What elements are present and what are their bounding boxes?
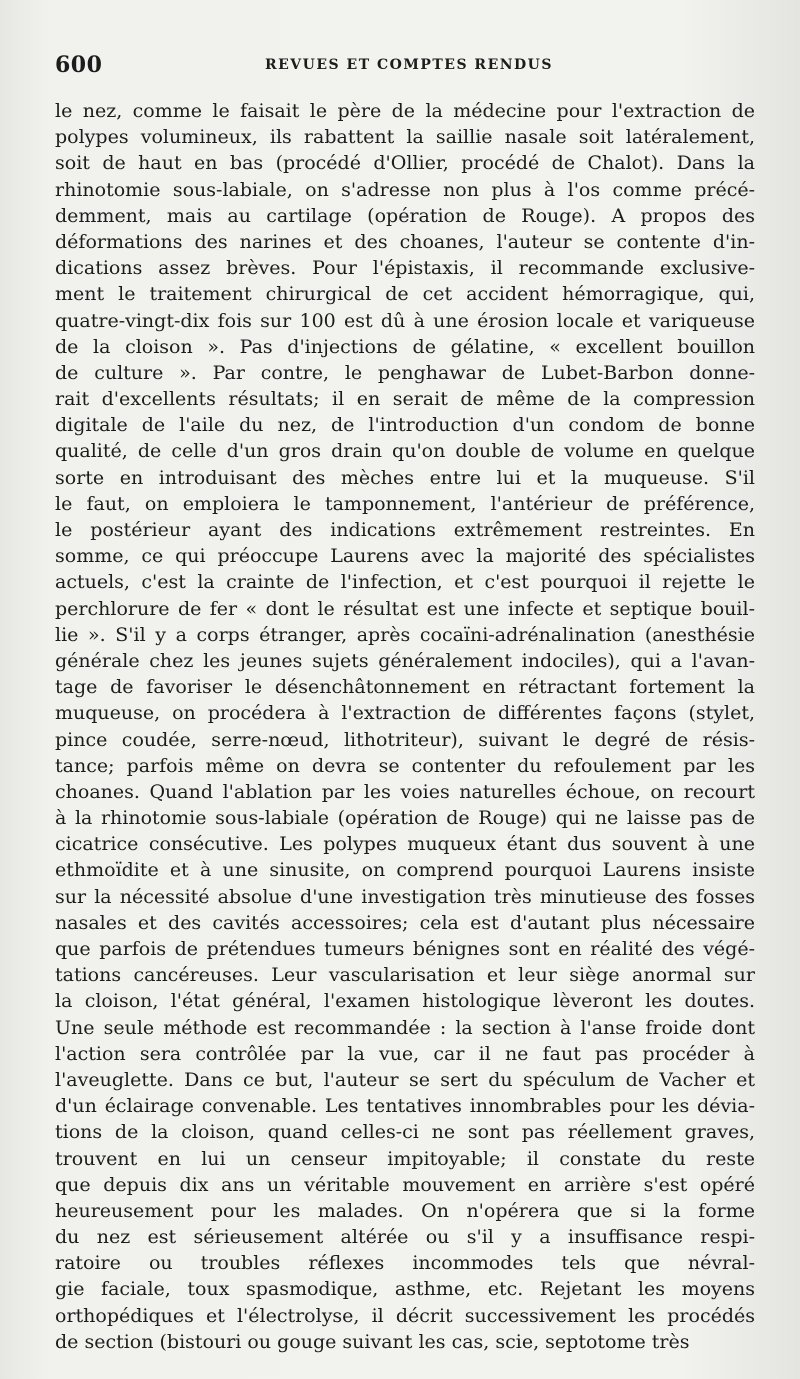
text-line: le postérieur ayant des indications extrêmement restreintes. En — [55, 519, 755, 541]
text-line: tance; parfois même on devra se contenter du refoulement par les — [55, 754, 755, 777]
text-line: tations cancéreuses. Leur vascularisation et leur siège anormal sur — [55, 964, 755, 987]
text-line: ethmoïdite et à une sinusite, on comprend pourquoi Laurens insiste — [55, 859, 755, 882]
text-line: lie ». S'il y a corps étranger, après cocaïni-adrénalination (anesthésie — [55, 623, 755, 646]
text-line: perchlorure de fer « dont le résultat est une infecte et septique bouil- — [55, 597, 755, 620]
text-line: dications assez brèves. Pour l'épistaxis, il recommande exclusive- — [55, 257, 755, 280]
text-line: somme, ce qui préoccupe Laurens avec la majorité des spécialistes — [55, 545, 755, 568]
text-line: le nez, comme le faisait le père de la médecine pour l'extraction de — [55, 100, 755, 122]
text-line: cicatrice consécutive. Les polypes muqueux étant dus souvent à une — [55, 833, 755, 856]
text-line: heureusement pour les malades. On n'opérera que si la forme — [55, 1199, 755, 1222]
text-line: le faut, on emploiera le tamponnement, l'antérieur de préférence, — [55, 492, 755, 515]
page-number: 600 — [55, 52, 103, 78]
text-line: déformations des narines et des choanes, l'auteur se contente d'in- — [55, 230, 755, 253]
text-line: la cloison, l'état général, l'examen histologique lèveront les doutes. — [55, 990, 755, 1013]
text-line: tions de la cloison, quand celles-ci ne sont pas réellement graves, — [55, 1121, 755, 1144]
text-line: demment, mais au cartilage (opération de Rouge). A propos des — [55, 204, 755, 227]
text-line: pince coudée, serre-nœud, lithotriteur), suivant le degré de résis- — [55, 728, 755, 751]
text-line: du nez est sérieusement altérée ou s'il y a insuffisance respi- — [55, 1226, 755, 1249]
text-line: l'action sera contrôlée par la vue, car il ne faut pas procéder à — [55, 1042, 755, 1065]
text-line: choanes. Quand l'ablation par les voies naturelles échoue, on recourt — [55, 780, 755, 803]
text-line: sorte en introduisant des mèches entre lui et la muqueuse. S'il — [55, 466, 755, 489]
body-text — [55, 98, 755, 1355]
page-header — [0, 52, 800, 82]
text-line: l'aveuglette. Dans ce but, l'auteur se sert du spéculum de Vacher et — [55, 1068, 755, 1091]
text-line: trouvent en lui un censeur impitoyable; il constate du reste — [55, 1147, 755, 1170]
text-line: actuels, c'est la crainte de l'infection, et c'est pourquoi il rejette le — [55, 571, 755, 594]
text-line: quatre-vingt-dix fois sur 100 est dû à une érosion locale et variqueuse — [55, 309, 755, 332]
text-line: d'un éclairage convenable. Les tentatives innombrables pour les dévia- — [55, 1095, 755, 1118]
text-line: tage de favoriser le désenchâtonnement en rétractant fortement la — [55, 676, 755, 699]
text-line: ment le traitement chirurgical de cet accident hémorragique, qui, — [55, 283, 755, 306]
text-line: Une seule méthode est recommandée : la section à l'anse froide dont — [55, 1016, 755, 1039]
text-line: muqueuse, on procédera à l'extraction de différentes façons (stylet, — [55, 702, 755, 725]
text-line: orthopédiques et l'électrolyse, il décrit successivement les procédés — [55, 1304, 755, 1327]
text-line: ratoire ou troubles réflexes incommodes tels que névral- — [55, 1252, 755, 1275]
text-line: gie faciale, toux spasmodique, asthme, etc. Rejetant les moyens — [55, 1278, 755, 1301]
text-line: qualité, de celle d'un gros drain qu'on double de volume en quelque — [55, 440, 755, 463]
text-line: que depuis dix ans un véritable mouvement en arrière s'est opéré — [55, 1173, 755, 1196]
text-line: digitale de l'aile du nez, de l'introduction d'un condom de bonne — [55, 414, 755, 437]
text-line: rhinotomie sous-labiale, on s'adresse non plus à l'os comme précé- — [55, 178, 755, 201]
text-line: de culture ». Par contre, le penghawar de Lubet-Barbon donne- — [55, 361, 755, 384]
text-line: générale chez les jeunes sujets généralement indociles), qui a l'avan- — [55, 649, 755, 672]
text-line: rait d'excellents résultats; il en serait de même de la compression — [55, 388, 755, 411]
running-head: REVUES ET COMPTES RENDUS — [265, 57, 553, 73]
text-line: de la cloison ». Pas d'injections de gélatine, « excellent bouillon — [55, 335, 755, 358]
text-line: sur la nécessité absolue d'une investigation très minutieuse des fosses — [55, 885, 755, 908]
text-line: à la rhinotomie sous-labiale (opération de Rouge) qui ne laisse pas de — [55, 807, 755, 830]
text-line: que parfois de prétendues tumeurs bénignes sont en réalité des végé- — [55, 938, 755, 960]
text-line: nasales et des cavités accessoires; cela est d'autant plus nécessaire — [55, 911, 755, 934]
text-line: de section (bistouri ou gouge suivant les cas, scie, septotome très — [55, 1330, 690, 1353]
text-line: soit de haut en bas (procédé d'Ollier, procédé de Chalot). Dans la — [55, 152, 755, 175]
text-line: polypes volumineux, ils rabattent la saillie nasale soit latéralement, — [55, 126, 755, 149]
